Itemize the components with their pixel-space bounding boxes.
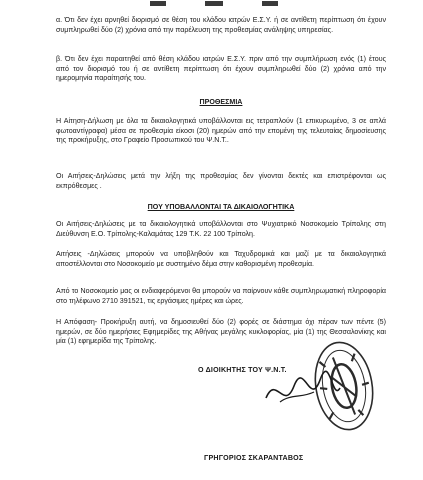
information-paragraph: Από το Νοσοκομείο μας οι ενδιαφερόμενοι θα μπορούν να παίρνουν κάθε συμπληρωματική πληροφορία στο τηλέφωνο 2710 391521, τις εργάσιμες ημέρες και ώρες. <box>56 287 386 305</box>
handwritten-signature <box>262 368 342 418</box>
deadline-paragraph: Η Αίτηση-Δήλωση με όλα τα δικαιολογητικά υποβάλλονται εις τετραπλούν (1 επικυρωμένο, 3 σε απλά φωτοαντίγραφα) μέσα σε προθεσμία είκοσι (20) ημερών από την επομένη της τελευταίας δημοσίευσης της προκήρυξης, στο Γραφείο Προσωπικού του Ψ.Ν.Τ.. <box>56 117 386 145</box>
submission-heading: ΠΟΥ ΥΠΟΒΑΛΛΟΝΤΑΙ ΤΑ ΔΙΚΑΙΟΛΟΓΗΤΙΚΑ <box>147 203 295 211</box>
late-applications-paragraph: Οι Αιτήσεις-Δηλώσεις μετά την λήξη της προθεσμίας δεν γίνονται δεκτές και επιστρέφονται ως εκπρόθεσμες . <box>56 172 386 190</box>
condition-a-paragraph: α. Ότι δεν έχει αρνηθεί διορισμό σε θέση του κλάδου ιατρών Ε.Σ.Υ. ή σε αντίθετη περίπτωση ότι έχουν συμπληρωθεί δύο (2) χρόνια από την παρέλευση της προθεσμίας ανάληψης υπηρεσίας. <box>56 16 386 34</box>
deadline-heading: ΠΡΟΘΕΣΜΙΑ <box>199 98 243 106</box>
submission-address-paragraph: Οι Αιτήσεις-Δηλώσεις με τα δικαιολογητικά υποβάλλονται στο Ψυχιατρικό Νοσοκομείο Τρίπολης στη Διεύθυνση Ε.Ο. Τρίπολης-Καλαμάτας 129 Τ.Κ. 22 100 Τρίπολη. <box>56 220 386 238</box>
publication-paragraph: Η Απόφαση- Προκήρυξη αυτή, να δημοσιευθεί δύο (2) φορές σε διάστημα όχι πέραν των πέντε (5) ημερών, σε δύο ημερήσιες Εφημερίδες της Αθήνας μεγάλης κυκλοφορίας, μία (1) της Θεσσαλονίκης και μία (1) εφημερίδα της Τρίπολης. <box>56 318 386 346</box>
signatory-title: Ο ΔΙΟΙΚΗΤΗΣ ΤΟΥ Ψ.Ν.Τ. <box>198 366 287 374</box>
postal-submission-paragraph: Αιτήσεις -Δηλώσεις μπορούν να υποβληθούν και Ταχυδρομικά και μαζί με τα δικαιολογητικά αποστέλλονται στο Νοσοκομείο με συστημένο δέμα στην καθορισμένη προθεσμία. <box>56 250 386 268</box>
scan-mark <box>205 1 223 6</box>
signatory-name: ΓΡΗΓΟΡΙΟΣ ΣΚΑΡΑΝΤΑΒΟΣ <box>204 454 304 462</box>
scan-mark <box>150 1 166 6</box>
condition-b-paragraph: β. Ότι δεν έχει παραιτηθεί από θέση κλάδου ιατρών Ε.Σ.Υ. πριν από την συμπλήρωση ενός (1) έτους από τον διορισμό του ή σε αντίθετη περίπτωση ότι έχουν συμπληρωθεί δύο (2) χρόνια από την ημερομηνία παραίτησής του. <box>56 55 386 83</box>
scan-mark <box>262 1 278 6</box>
